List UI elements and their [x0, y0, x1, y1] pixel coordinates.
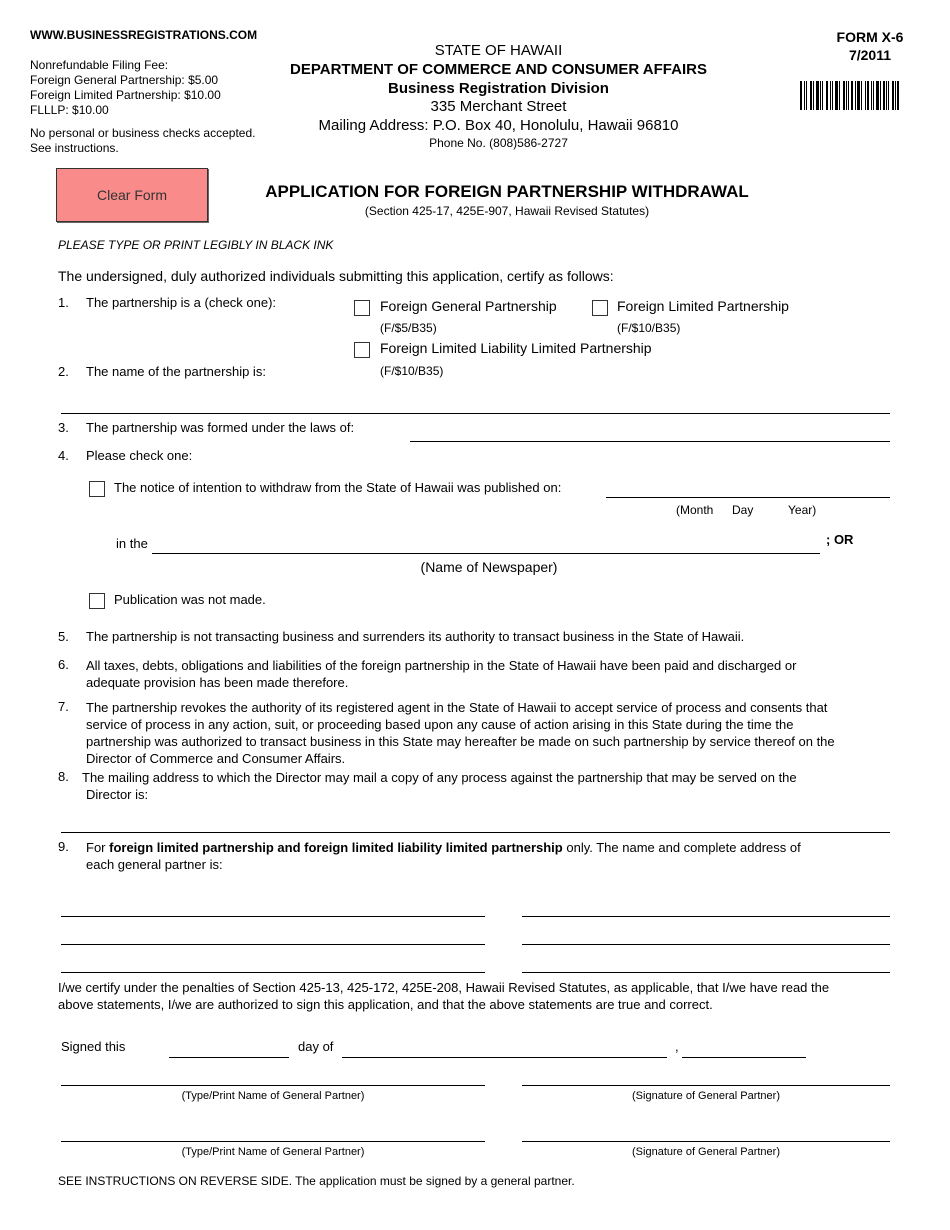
signed-year-field[interactable] [682, 1037, 806, 1058]
general-partner-3-field[interactable] [61, 924, 485, 945]
item-2-text: The name of the partnership is: [86, 364, 266, 379]
item-9-post: only. The name and complete address of [562, 840, 801, 855]
foreign-lllp-checkbox[interactable] [354, 342, 370, 358]
director-mailing-address-field[interactable] [61, 812, 890, 833]
website-url: WWW.BUSINESSREGISTRATIONS.COM [30, 28, 258, 42]
or-label: ; OR [826, 532, 854, 547]
partnership-name-field[interactable] [61, 393, 890, 414]
form-date: 7/2011 [848, 47, 892, 63]
item-4-number: 4. [58, 448, 69, 463]
ink-instruction: PLEASE TYPE OR PRINT LEGIBLY IN BLACK INK [58, 238, 334, 252]
item-7-line-3: partnership was authorized to transact business in this State may hereafter be made on such partnership by service thereof on the [86, 734, 835, 749]
checks-note: No personal or business checks accepted. [30, 126, 256, 140]
fee-limited: Foreign Limited Partnership: $10.00 [30, 88, 221, 102]
page-subtitle: (Section 425-17, 425E-907, Hawaii Revised Statutes) [364, 204, 650, 218]
state-name: STATE OF HAWAII [434, 42, 563, 59]
intro-text: The undersigned, duly authorized individuals submitting this application, certify as follows: [58, 268, 614, 284]
clear-form-button[interactable]: Clear Form [56, 168, 208, 222]
item-7-line-2: service of process in any action, suit, or proceeding based upon any cause of action arising in this State during the time the [86, 717, 794, 732]
item-8-line-2: Director is: [86, 787, 149, 802]
notice-published-text: The notice of intention to withdraw from the State of Hawaii was published on: [114, 480, 562, 495]
item-6-line-1: All taxes, debts, obligations and liabilities of the foreign partnership in the State of Hawaii have been paid and discharged or [86, 658, 797, 673]
foreign-general-partnership-code: (F/$5/B35) [380, 321, 437, 335]
print-name-label-2: (Type/Print Name of General Partner) [181, 1146, 365, 1158]
department-name: DEPARTMENT OF COMMERCE AND CONSUMER AFFAIRS [290, 61, 707, 78]
signature-field-1[interactable] [522, 1065, 890, 1086]
item-9-line-2: each general partner is: [86, 857, 223, 872]
fee-flllp: FLLLP: $10.00 [30, 103, 109, 117]
fee-general: Foreign General Partnership: $5.00 [30, 73, 219, 87]
foreign-limited-partnership-label: Foreign Limited Partnership [617, 298, 789, 314]
signature-label-1: (Signature of General Partner) [632, 1090, 780, 1102]
item-8-line-1: The mailing address to which the Director may mail a copy of any process against the partnership that may be served on the [82, 770, 797, 785]
item-9-bold: foreign limited partnership and foreign limited liability limited partnership [109, 840, 563, 855]
foreign-general-partnership-checkbox[interactable] [354, 300, 370, 316]
item-7-text [86, 699, 835, 767]
item-3-text: The partnership was formed under the laws of: [86, 420, 355, 435]
item-5-number: 5. [58, 629, 69, 644]
item-7-line-1: The partnership revokes the authority of its registered agent in the State of Hawaii to accept service of process and consents that [86, 700, 828, 715]
signed-month-field[interactable] [342, 1037, 667, 1058]
footer-note: SEE INSTRUCTIONS ON REVERSE SIDE. The application must be signed by a general partner. [58, 1174, 575, 1188]
day-of-label: day of [298, 1039, 334, 1054]
fee-title: Nonrefundable Filing Fee: [30, 58, 169, 72]
item-6-text [86, 657, 796, 691]
print-name-field-2[interactable] [61, 1121, 485, 1142]
newspaper-name-field[interactable] [152, 533, 820, 554]
phone-number: Phone No. (808)586-2727 [429, 136, 568, 150]
item-3-number: 3. [58, 420, 69, 435]
date-year-label: Year) [788, 503, 817, 517]
foreign-limited-partnership-code: (F/$10/B35) [617, 321, 681, 335]
item-1-text: The partnership is a (check one): [86, 295, 277, 310]
general-partner-4-field[interactable] [522, 924, 890, 945]
item-7-line-4: Director of Commerce and Consumer Affairs. [86, 751, 346, 766]
certification-line-2: above statements, I/we are authorized to sign this application, and that the above statements are true and correct. [58, 997, 713, 1012]
street-address: 335 Merchant Street [430, 98, 567, 115]
publication-date-field[interactable] [606, 477, 890, 498]
item-1-number: 1. [58, 295, 69, 310]
item-2-number: 2. [58, 364, 69, 379]
item-8-text [82, 769, 797, 803]
item-6-number: 6. [58, 657, 69, 672]
division-name: Business Registration Division [388, 80, 609, 97]
item-6-line-2: adequate provision has been made therefore. [86, 675, 349, 690]
foreign-limited-partnership-checkbox[interactable] [592, 300, 608, 316]
newspaper-caption: (Name of Newspaper) [420, 559, 558, 575]
date-day-label: Day [732, 503, 754, 517]
item-8-number: 8. [58, 769, 69, 784]
comma-separator: , [675, 1039, 679, 1054]
form-id: FORM X-6 [836, 29, 904, 45]
general-partner-2-field[interactable] [522, 896, 890, 917]
print-name-field-1[interactable] [61, 1065, 485, 1086]
item-4-text: Please check one: [86, 448, 193, 463]
signed-this-label: Signed this [61, 1039, 126, 1054]
certification-line-1: I/we certify under the penalties of Section 425-13, 425-172, 425E-208, Hawaii Revised Statutes, as applicable, that I/we have read the [58, 980, 830, 995]
certification-text [58, 979, 829, 1013]
formation-jurisdiction-field[interactable] [410, 421, 890, 442]
publication-not-made-checkbox[interactable] [89, 593, 105, 609]
signature-label-2: (Signature of General Partner) [632, 1146, 780, 1158]
see-instructions-note: See instructions. [30, 141, 119, 155]
publication-not-made-text: Publication was not made. [114, 592, 266, 607]
foreign-lllp-label: Foreign Limited Liability Limited Partnership [380, 340, 652, 356]
item-9-text [86, 839, 801, 873]
foreign-general-partnership-label: Foreign General Partnership [380, 298, 557, 314]
barcode [800, 81, 915, 110]
mailing-address: Mailing Address: P.O. Box 40, Honolulu, Hawaii 96810 [318, 117, 679, 134]
general-partner-5-field[interactable] [61, 952, 485, 973]
foreign-lllp-code: (F/$10/B35) [380, 364, 444, 378]
in-the-label: in the [116, 536, 148, 551]
item-5-text: The partnership is not transacting business and surrenders its authority to transact business in the State of Hawaii. [86, 629, 745, 644]
general-partner-6-field[interactable] [522, 952, 890, 973]
signature-field-2[interactable] [522, 1121, 890, 1142]
page-title: APPLICATION FOR FOREIGN PARTNERSHIP WITHDRAWAL [265, 182, 749, 201]
item-9-number: 9. [58, 839, 69, 854]
date-month-label: (Month [676, 503, 714, 517]
item-7-number: 7. [58, 699, 69, 714]
general-partner-1-field[interactable] [61, 896, 485, 917]
notice-published-checkbox[interactable] [89, 481, 105, 497]
signed-day-field[interactable] [169, 1037, 289, 1058]
print-name-label-1: (Type/Print Name of General Partner) [181, 1090, 365, 1102]
item-9-pre: For [86, 840, 110, 855]
